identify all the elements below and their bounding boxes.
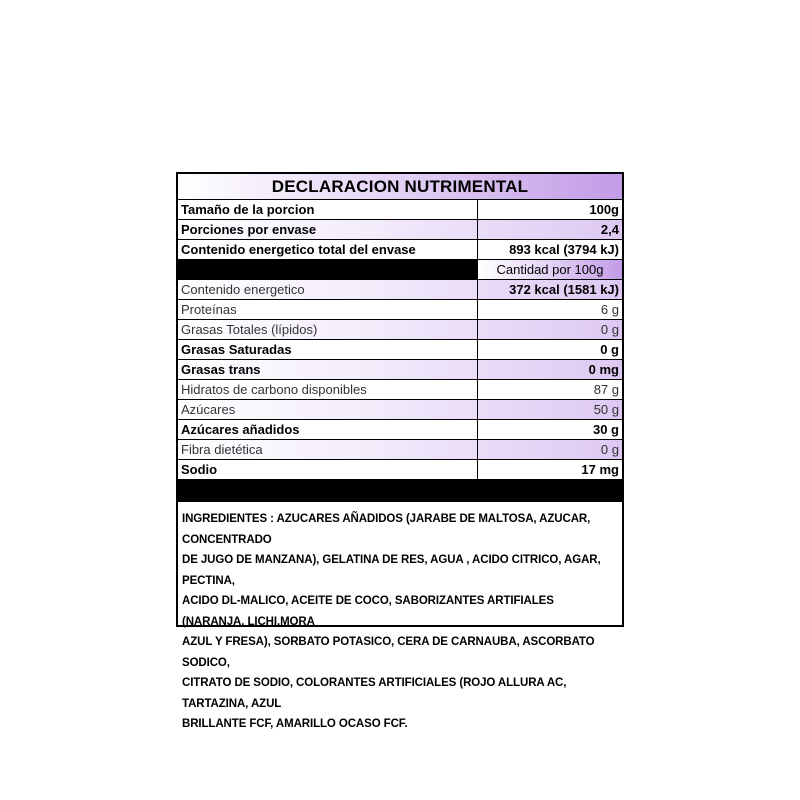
- row-name: Hidratos de carbono disponibles: [178, 380, 478, 399]
- row-value: 87 g: [593, 382, 619, 397]
- table-row-sugars: [178, 400, 622, 420]
- row-value: 893 kcal (3794 kJ): [509, 242, 619, 257]
- row-name: Tamaño de la porcion: [178, 200, 478, 219]
- table-row-serving-size: [178, 200, 622, 220]
- row-name: Contenido energetico total del envase: [178, 240, 478, 259]
- black-divider-bar: [178, 480, 622, 502]
- nutrition-label: [176, 172, 624, 730]
- row-name: Contenido energetico: [178, 280, 478, 299]
- row-name: Porciones por envase: [178, 220, 478, 239]
- table-row-protein: [178, 300, 622, 320]
- per-amount-label: Cantidad por 100g: [478, 260, 622, 279]
- row-value: 2,4: [600, 222, 619, 237]
- ingredients-line: INGREDIENTES : AZUCARES AÑADIDOS (JARABE DE MALTOSA, AZUCAR, CONCENTRADO: [182, 513, 591, 546]
- ingredients-line: DE JUGO DE MANZANA), GELATINA DE RES, AGUA , ACIDO CITRICO, AGAR, PECTINA,: [182, 554, 601, 587]
- ingredients-text: [178, 502, 622, 735]
- per-amount-header: [178, 260, 622, 280]
- table-row-trans-fat: [178, 360, 622, 380]
- row-name: Grasas Saturadas: [178, 340, 478, 359]
- row-name: Azúcares añadidos: [178, 420, 478, 439]
- row-value: 6 g: [600, 302, 619, 317]
- row-value: 0 g: [600, 342, 619, 357]
- row-name: Proteínas: [178, 300, 478, 319]
- row-value: 0 mg: [588, 362, 619, 377]
- table-row-added-sugars: [178, 420, 622, 440]
- row-name: Grasas trans: [178, 360, 478, 379]
- row-name: Fibra dietética: [178, 440, 478, 459]
- row-value: 100g: [589, 202, 619, 217]
- table-row-servings-per-container: [178, 220, 622, 240]
- table-row-fiber: [178, 440, 622, 460]
- row-name: Sodio: [178, 460, 478, 479]
- ingredients-line: ACIDO DL-MALICO, ACEITE DE COCO, SABORIZANTES ARTIFIALES (NARANJA, LICHI,MORA: [182, 595, 554, 628]
- table-row-total-energy: [178, 240, 622, 260]
- ingredients-line: AZUL Y FRESA), SORBATO POTASICO, CERA DE CARNAUBA, ASCORBATO SODICO,: [182, 636, 595, 669]
- black-divider: [178, 260, 478, 279]
- label-title: DECLARACION NUTRIMENTAL: [178, 174, 622, 200]
- row-name: Grasas Totales (lípidos): [178, 320, 478, 339]
- ingredients-line: BRILLANTE FCF, AMARILLO OCASO FCF.: [182, 718, 408, 730]
- row-name: Azúcares: [178, 400, 478, 419]
- ingredients-line: CITRATO DE SODIO, COLORANTES ARTIFICIALES (ROJO ALLURA AC, TARTAZINA, AZUL: [182, 677, 567, 710]
- table-row-saturated-fat: [178, 340, 622, 360]
- table-row-carbohydrates: [178, 380, 622, 400]
- row-value: 30 g: [592, 422, 619, 437]
- table-row-energy: [178, 280, 622, 300]
- row-value: 0 g: [600, 322, 619, 337]
- table-row-total-fat: [178, 320, 622, 340]
- row-value: 50 g: [593, 402, 619, 417]
- row-value: 17 mg: [581, 462, 619, 477]
- table-row-sodium: [178, 460, 622, 480]
- row-value: 0 g: [600, 442, 619, 457]
- row-value: 372 kcal (1581 kJ): [509, 282, 619, 297]
